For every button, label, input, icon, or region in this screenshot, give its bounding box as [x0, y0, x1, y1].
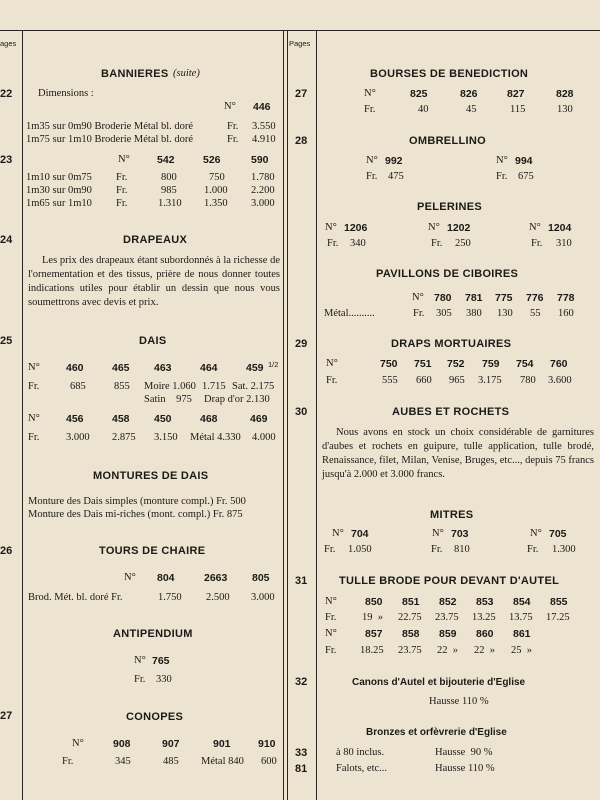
- price: 965: [449, 375, 465, 386]
- fr-label: Fr.: [116, 172, 128, 183]
- page-number: 32: [295, 676, 308, 688]
- price: 3.175: [478, 375, 502, 386]
- fr-label: Fr.: [531, 238, 543, 249]
- product-number: 859: [439, 628, 457, 640]
- price: 1.350: [204, 198, 228, 209]
- product-number: 860: [476, 628, 494, 640]
- hausse-value: Hausse 110 %: [429, 696, 489, 707]
- fr-label: Fr.: [28, 432, 40, 443]
- number-label: N°: [124, 572, 136, 583]
- product-number: 754: [516, 358, 534, 370]
- fr-label: Fr.: [28, 381, 40, 392]
- product-number: 765: [152, 655, 170, 667]
- page-number: 22: [0, 88, 13, 100]
- product-number: 468: [200, 413, 218, 425]
- dimension-row: 1m65 sur 1m10: [26, 198, 92, 209]
- product-number: 776: [526, 292, 544, 304]
- price: 13.25: [472, 612, 496, 623]
- antipendium-title: ANTIPENDIUM: [113, 628, 193, 640]
- page-number: 30: [295, 406, 308, 418]
- product-number: 781: [465, 292, 483, 304]
- price: 310: [556, 238, 572, 249]
- drapeaux-title: DRAPEAUX: [123, 234, 188, 246]
- price: 130: [557, 104, 573, 115]
- number-label: N°: [364, 88, 376, 99]
- product-number: 825: [410, 88, 428, 100]
- product-number: 2663: [204, 572, 228, 584]
- number-label: N°: [412, 292, 424, 303]
- price: 1.300: [552, 544, 576, 555]
- product-number: 1204: [548, 222, 572, 234]
- page-number: 24: [0, 234, 13, 246]
- price: 750: [209, 172, 225, 183]
- price: 2.200: [251, 185, 275, 196]
- bannieres-title: BANNIERES: [101, 68, 169, 80]
- number-label: N°: [28, 413, 40, 424]
- product-number: 994: [515, 155, 533, 167]
- bronzes-title: Bronzes et orfèvrerie d'Eglise: [366, 727, 507, 738]
- product-number: 465: [112, 362, 130, 374]
- product-number: 469: [250, 413, 268, 425]
- number-label: N°: [366, 155, 378, 166]
- bourses-title: BOURSES DE BENEDICTION: [370, 68, 529, 80]
- price: 985: [161, 185, 177, 196]
- fr-label: Fr.: [325, 645, 337, 656]
- price: 13.75: [509, 612, 533, 623]
- center-rule: [283, 30, 288, 800]
- product-number: 703: [451, 528, 469, 540]
- number-label: N°: [224, 101, 236, 112]
- bronzes-row-label: Falots, etc...: [336, 763, 388, 774]
- price: 2.875: [112, 432, 136, 443]
- fraction: 1/2: [268, 360, 279, 369]
- product-number: 804: [157, 572, 175, 584]
- tulle-title: TULLE BRODE POUR DEVANT D'AUTEL: [339, 575, 560, 587]
- price: 160: [558, 308, 574, 319]
- price: 4.000: [252, 432, 276, 443]
- product-number: 851: [402, 596, 420, 608]
- product-number: 775: [495, 292, 513, 304]
- price: 380: [466, 308, 482, 319]
- fr-label: Fr.: [527, 544, 539, 555]
- price: 3.550: [252, 121, 276, 132]
- price: 3.000: [66, 432, 90, 443]
- product-number: 861: [513, 628, 531, 640]
- price: Sat. 2.175: [232, 381, 275, 392]
- page-number: 23: [0, 154, 13, 166]
- price: 45: [466, 104, 477, 115]
- price: 800: [161, 172, 177, 183]
- product-number: 858: [402, 628, 420, 640]
- price: 340: [350, 238, 366, 249]
- number-label: N°: [530, 528, 542, 539]
- fr-label: Fr.: [431, 238, 443, 249]
- price: 1.050: [348, 544, 372, 555]
- product-number: 526: [203, 154, 221, 166]
- product-number: 459: [246, 362, 264, 374]
- price: 485: [163, 756, 179, 767]
- product-number: 826: [460, 88, 478, 100]
- product-number: 458: [112, 413, 130, 425]
- number-label: N°: [326, 358, 338, 369]
- fr-label: Fr.: [327, 238, 339, 249]
- page-number: 27: [295, 88, 308, 100]
- price: 22 »: [474, 645, 495, 656]
- price: 22.75: [398, 612, 422, 623]
- price: 2.500: [206, 592, 230, 603]
- drapeaux-text: Les prix des drapeaux étant subordonnés à la richesse de l'ornementation et des tissus, prière de nous donner toutes indications utiles pour établir un dessin que nous vous soumettrons avec devis et prix.: [28, 255, 280, 308]
- bannieres-suite: (suite): [173, 68, 200, 79]
- page-number: 28: [295, 135, 308, 147]
- price: 1.000: [204, 185, 228, 196]
- number-label: N°: [332, 528, 344, 539]
- product-number: 456: [66, 413, 84, 425]
- product-number: 910: [258, 738, 276, 750]
- monture-row: Monture des Dais simples (monture compl.) Fr. 500: [28, 496, 246, 507]
- price: 1.310: [158, 198, 182, 209]
- product-number: 1202: [447, 222, 471, 234]
- product-number: 857: [365, 628, 383, 640]
- dimension-row: 1m75 sur 1m10 Broderie Métal bl. doré: [26, 134, 194, 145]
- page-number: 33: [295, 747, 308, 759]
- page-number: 29: [295, 338, 308, 350]
- fr-label: Fr.: [364, 104, 376, 115]
- price: Métal 840: [201, 756, 244, 767]
- price: 305: [436, 308, 452, 319]
- product-number: 908: [113, 738, 131, 750]
- price: 19 »: [362, 612, 383, 623]
- product-number: 828: [556, 88, 574, 100]
- number-label: N°: [432, 528, 444, 539]
- price: 25 »: [511, 645, 532, 656]
- price: 40: [418, 104, 429, 115]
- price: 685: [70, 381, 86, 392]
- page-number: 31: [295, 575, 308, 587]
- product-number: 704: [351, 528, 369, 540]
- aubes-title: AUBES ET ROCHETS: [392, 406, 510, 418]
- number-label: N°: [134, 655, 146, 666]
- price: 1.780: [251, 172, 275, 183]
- fr-label: Fr.: [326, 375, 338, 386]
- canons-title: Canons d'Autel et bijouterie d'Eglise: [352, 677, 526, 688]
- product-number: 907: [162, 738, 180, 750]
- pelerines-title: PELERINES: [417, 201, 483, 213]
- price: 855: [114, 381, 130, 392]
- product-number: 853: [476, 596, 494, 608]
- price: 330: [156, 674, 172, 685]
- product-number: 450: [154, 413, 172, 425]
- price: 1.715: [202, 381, 226, 392]
- number-label: N°: [72, 738, 84, 749]
- price: 3.150: [154, 432, 178, 443]
- tours-title: TOURS DE CHAIRE: [99, 545, 206, 557]
- page-number: 26: [0, 545, 13, 557]
- fr-label: Fr.: [496, 171, 508, 182]
- dimension-row: 1m35 sur 0m90 Broderie Métal bl. doré: [26, 121, 194, 132]
- product-number: 759: [482, 358, 500, 370]
- product-number: 460: [66, 362, 84, 374]
- product-number: 1206: [344, 222, 368, 234]
- fr-label: Fr.: [324, 544, 336, 555]
- product-number: 778: [557, 292, 575, 304]
- pavillons-label: Métal..........: [324, 308, 375, 319]
- page-number: 25: [0, 335, 13, 347]
- price: 250: [455, 238, 471, 249]
- price: 23.75: [398, 645, 422, 656]
- number-label: N°: [529, 222, 541, 233]
- fr-label: Fr.: [366, 171, 378, 182]
- page-number: 27: [0, 710, 13, 722]
- pages-header-right: Pages: [289, 39, 311, 48]
- aubes-text: Nous avons en stock un choix considérable de garnitures d'aubes et rochets en guipure, tulle application, tulle brodé, Renaissance, filet, Milan, Venise, Bruges, etc..., depuis 75 francs jusqu'à 2.000 et 3.000 francs.: [322, 427, 594, 480]
- price: 23.75: [435, 612, 459, 623]
- ombrellino-title: OMBRELLINO: [409, 135, 486, 147]
- tours-label: Brod. Mét. bl. doré Fr.: [28, 592, 123, 603]
- left-margin-rule: [22, 30, 23, 800]
- price: 130: [497, 308, 513, 319]
- pavillons-title: PAVILLONS DE CIBOIRES: [376, 268, 519, 280]
- page-number: 81: [295, 763, 308, 775]
- price: 4.910: [252, 134, 276, 145]
- number-label: N°: [325, 596, 337, 607]
- price: Drap d'or 2.130: [204, 394, 270, 405]
- fr-label: Fr.: [227, 121, 239, 132]
- price: 475: [388, 171, 404, 182]
- number-label: N°: [118, 154, 130, 165]
- dais-title: DAIS: [139, 335, 167, 347]
- price: 810: [454, 544, 470, 555]
- price: 1.750: [158, 592, 182, 603]
- price: Moire 1.060: [144, 381, 196, 392]
- price: 600: [261, 756, 277, 767]
- right-margin-rule: [316, 30, 317, 800]
- product-number: 827: [507, 88, 525, 100]
- number-label: N°: [428, 222, 440, 233]
- price: 675: [518, 171, 534, 182]
- header-rule: [0, 30, 600, 31]
- number-label: N°: [28, 362, 40, 373]
- price: 18.25: [360, 645, 384, 656]
- number-label: N°: [325, 628, 337, 639]
- mitres-title: MITRES: [430, 509, 474, 521]
- product-number: 852: [439, 596, 457, 608]
- product-number: 780: [434, 292, 452, 304]
- product-number: 850: [365, 596, 383, 608]
- product-number: 751: [414, 358, 432, 370]
- fr-label: Fr.: [62, 756, 74, 767]
- product-number: 752: [447, 358, 465, 370]
- hausse-value: Hausse 90 %: [435, 747, 493, 758]
- product-number: 464: [200, 362, 218, 374]
- product-number: 854: [513, 596, 531, 608]
- hausse-value: Hausse 110 %: [435, 763, 495, 774]
- price: 555: [382, 375, 398, 386]
- price: 55: [530, 308, 541, 319]
- product-number: 992: [385, 155, 403, 167]
- fr-label: Fr.: [325, 612, 337, 623]
- fr-label: Fr.: [227, 134, 239, 145]
- product-number: 463: [154, 362, 172, 374]
- price: Satin 975: [144, 394, 192, 405]
- product-number: 855: [550, 596, 568, 608]
- monture-row: Monture des Dais mi-riches (mont. compl.) Fr. 875: [28, 509, 243, 520]
- product-number: 446: [253, 101, 271, 113]
- product-number: 542: [157, 154, 175, 166]
- number-label: N°: [496, 155, 508, 166]
- fr-label: Fr.: [116, 185, 128, 196]
- dimension-row: 1m10 sur 0m75: [26, 172, 92, 183]
- price: 780: [520, 375, 536, 386]
- price: 3.000: [251, 198, 275, 209]
- product-number: 750: [380, 358, 398, 370]
- product-number: 805: [252, 572, 270, 584]
- fr-label: Fr.: [413, 308, 425, 319]
- price: 3.000: [251, 592, 275, 603]
- draps-title: DRAPS MORTUAIRES: [391, 338, 512, 350]
- pages-header-left: ages: [0, 39, 17, 48]
- conopes-title: CONOPES: [126, 711, 184, 723]
- fr-label: Fr.: [116, 198, 128, 209]
- price: 660: [416, 375, 432, 386]
- dimension-row: 1m30 sur 0m90: [26, 185, 92, 196]
- price: 22 »: [437, 645, 458, 656]
- product-number: 705: [549, 528, 567, 540]
- price: 3.600: [548, 375, 572, 386]
- product-number: 590: [251, 154, 269, 166]
- montures-title: MONTURES DE DAIS: [93, 470, 209, 482]
- price: 115: [510, 104, 526, 115]
- bronzes-row-label: à 80 inclus.: [336, 747, 385, 758]
- price: 345: [115, 756, 131, 767]
- fr-label: Fr.: [431, 544, 443, 555]
- dimensions-label: Dimensions :: [38, 88, 94, 99]
- price: 17.25: [546, 612, 570, 623]
- product-number: 901: [213, 738, 231, 750]
- fr-label: Fr.: [134, 674, 146, 685]
- product-number: 760: [550, 358, 568, 370]
- number-label: N°: [325, 222, 337, 233]
- price: Métal 4.330: [190, 432, 241, 443]
